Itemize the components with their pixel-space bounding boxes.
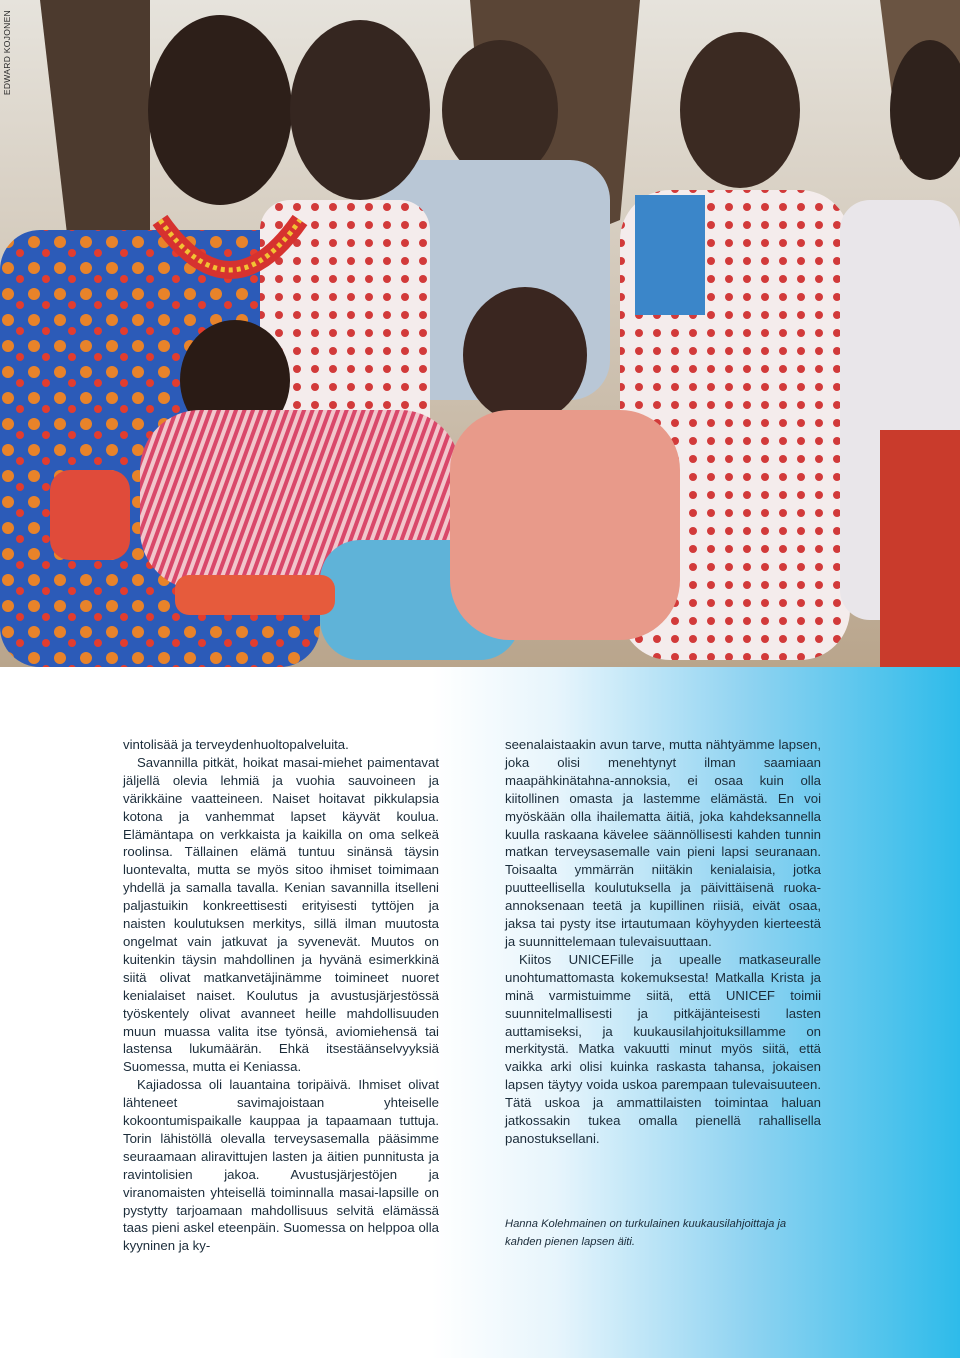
paragraph: Savannilla pitkät, hoikat masai-miehet paimentavat jäljellä olevia lehmiä ja vuohia sauvoineen ja värikkäine vaatteineen. Naiset hoitavat pikkulapsia kotona ja vanhemmat lapset käyvät koulua. Elämäntapa on verkkaista ja kaikilla on oma selkeä roolinsa. Tällainen elämä tuntuu sinänsä täysin luontevalta, mutta se myös sitoo ihmiset toimimaan yhdellä ja samalla tavalla. Kenian savannilla itselleni paljastuikin konkreettisesti erityisesti tyttöjen ja naisten koulutuksen merkitys, sillä ilman muutosta ongelmat vain jatkuvat ja syvenevät. Muutos on kuitenkin täysin mahdollinen ja hyvänä esimerkkinä siitä olivat matkanvetäjinämme toimineet nuoret kenialaiset naiset. Koulutus ja avustusjärjestössä työskentely olivat avanneet heille mahdollisuuden muun muassa valita itse työnsä, aviomiehensä tai lastensa lukumäärän. Ehkä itsestäänselvyyksiä Suomessa, mutta ei Keniassa. [123, 754, 439, 1075]
paragraph: vintolisää ja terveydenhuoltopalveluita. [123, 737, 349, 752]
photo-image-icon [0, 0, 960, 667]
author-caption: Hanna Kolehmainen on turkulainen kuukausilahjoittaja ja kahden pienen lapsen äiti. [505, 1218, 787, 1248]
photo-credit: EDWARD KOJONEN [2, 10, 12, 96]
photo-masai-women-and-babies [0, 0, 960, 667]
paragraph: Kiitos UNICEFille ja upealle matkaseuralle unohtumattomasta kokemuksesta! Matkalla Krista ja minä varmistuimme siitä, että UNICEF toimii suunnitelmallisesti ja pitkäjänteisesti lasten auttamiseksi, ja kuukausilahjoituksillamme on merkitystä. Matka vakuutti minut myös siitä, että vaikka arki olisi kuinka raskasta tahansa, jokaisen lapsen täytyy voida uskoa parempaan tulevaisuuteen. Tätä uskoa ja ammattilaisten toimintaa haluan jatkossakin tukea omalla pienellä rahallisella panostuksellani. [505, 951, 821, 1146]
article-column-right [505, 736, 821, 1148]
paragraph: Kajiadossa oli lauantaina toripäivä. Ihmiset olivat lähteneet savimajoistaan yhteiselle kokoontumispaikalle kauppaa ja tapaamaan tuttuja. Torin lähistöllä olevalla terveysasemalla pääsimme seuraamaan aliravittujen lasten ja äitien punnitusta ja ravintolisien jakoa. Avustusjärjestöjen ja viranomaisten yhteisellä toiminnalla masai-lapsille on pystytty tarjoamaan mahdollisuus selvitä elämässä taas pieni askel eteenpäin. Suomessa on helppoa olla kyyninen ja ky- [123, 1077, 439, 1254]
paragraph: seenalaistaakin avun tarve, mutta nähtyämme lapsen, joka olisi menehtynyt ilman saamiaan maapähkinätahna-annoksia, ei osaa kuin olla kiitollinen omasta ja lastemme elämästä. En voi myöskään olla ihailematta äitiä, joka kahdeksannella kuulla raskaana kävelee säännöllisesti kahden tunnin matkan terveysasemalle vain pieni lapsi seuranaan. Toisaalta ymmärrän niitäkin kenialaisia, jotka puutteellisella koulutuksella ja päivittäisenä ruoka-annoksenaan teetä ja kupillinen riisiä, eivät osaa, jaksa tai pysty itse irtautumaan köyhyyden kierteestä ja suunnittelemaan tulevaisuuttaan. [505, 737, 821, 949]
article-column-left [123, 736, 439, 1255]
